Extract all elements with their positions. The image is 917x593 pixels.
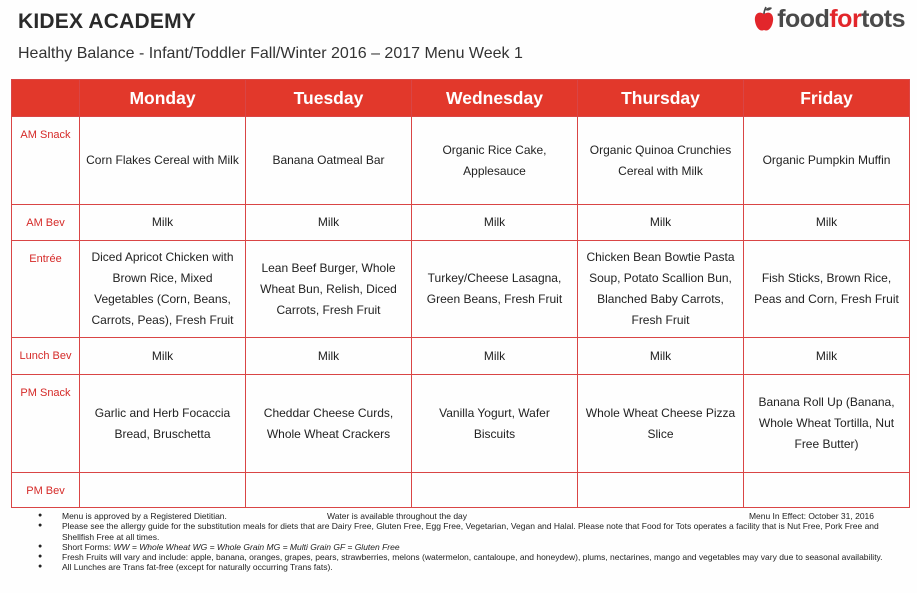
- row-label: AM Bev: [12, 205, 80, 241]
- menu-cell: Milk: [246, 205, 412, 241]
- menu-cell: Milk: [744, 205, 910, 241]
- note-item: [38, 521, 900, 542]
- menu-cell: Diced Apricot Chicken with Brown Rice, Mixed Vegetables (Corn, Beans, Carrots, Peas), Fresh Fruit: [80, 241, 246, 338]
- corner-cell: [12, 80, 80, 117]
- bullet-icon: ●: [38, 563, 43, 571]
- menu-cell: Lean Beef Burger, Whole Wheat Bun, Relish, Diced Carrots, Fresh Fruit: [246, 241, 412, 338]
- day-header-row: [12, 80, 910, 117]
- menu-cell: Corn Flakes Cereal with Milk: [80, 117, 246, 205]
- day-tuesday: Tuesday: [246, 80, 412, 117]
- menu-cell: [80, 473, 246, 508]
- menu-cell: Milk: [80, 205, 246, 241]
- bullet-icon: ●: [38, 512, 43, 519]
- menu-cell: Cheddar Cheese Curds, Whole Wheat Crackers: [246, 375, 412, 473]
- menu-cell: [744, 473, 910, 508]
- menu-cell: Milk: [412, 205, 578, 241]
- menu-cell: Organic Pumpkin Muffin: [744, 117, 910, 205]
- menu-cell: Milk: [578, 205, 744, 241]
- menu-cell: [578, 473, 744, 508]
- menu-subtitle: Healthy Balance - Infant/Toddler Fall/Winter 2016 – 2017 Menu Week 1: [18, 45, 523, 62]
- note-effective-date: Menu In Effect: October 31, 2016: [748, 511, 874, 521]
- note-item: [38, 562, 900, 572]
- menu-cell: Banana Roll Up (Banana, Whole Wheat Tortilla, Nut Free Butter): [744, 375, 910, 473]
- note-dietitian: Menu is approved by a Registered Dietitian.: [62, 511, 227, 521]
- menu-table: [11, 79, 910, 508]
- bullet-icon: ●: [38, 553, 43, 561]
- row-entree: [12, 241, 910, 338]
- apple-icon: [753, 5, 775, 33]
- menu-cell: Organic Quinoa Crunchies Cereal with Milk: [578, 117, 744, 205]
- menu-cell: Milk: [80, 338, 246, 375]
- row-label: PM Snack: [12, 375, 80, 473]
- brand-logo: [753, 4, 905, 34]
- menu-cell: Milk: [578, 338, 744, 375]
- row-pm-snack: [12, 375, 910, 473]
- menu-cell: Banana Oatmeal Bar: [246, 117, 412, 205]
- menu-cell: Milk: [246, 338, 412, 375]
- note-allergy: Please see the allergy guide for the substitution meals for diets that are Dairy Free, Gluten Free, Egg Free, Vegetarian, Vegan and Halal. Please note that Food for Tots operates a facility that is Nut Free, Pork Free and Shellfish Free at all times.: [62, 521, 879, 542]
- menu-cell: Vanilla Yogurt, Wafer Biscuits: [412, 375, 578, 473]
- row-label: Entrée: [12, 241, 80, 338]
- menu-cell: Fish Sticks, Brown Rice, Peas and Corn, Fresh Fruit: [744, 241, 910, 338]
- row-am-bev: [12, 205, 910, 241]
- note-short-forms: WW = Whole Wheat WG = Whole Grain MG = Multi Grain GF = Gluten Free: [113, 541, 400, 552]
- day-friday: Friday: [744, 80, 910, 117]
- row-label: Lunch Bev: [12, 338, 80, 375]
- day-monday: Monday: [80, 80, 246, 117]
- day-thursday: Thursday: [578, 80, 744, 117]
- brand-tots: tots: [861, 4, 905, 33]
- menu-cell: Milk: [744, 338, 910, 375]
- day-wednesday: Wednesday: [412, 80, 578, 117]
- note-short-forms-label: Short Forms:: [62, 541, 114, 552]
- note-water: Water is available throughout the day: [327, 511, 468, 521]
- menu-cell: [412, 473, 578, 508]
- row-am-snack: [12, 117, 910, 205]
- menu-cell: Turkey/Cheese Lasagna, Green Beans, Fresh Fruit: [412, 241, 578, 338]
- note-trans-fat: All Lunches are Trans fat-free (except for naturally occurring Trans fats).: [62, 562, 333, 573]
- brand-wordmark: [777, 5, 905, 34]
- row-label: AM Snack: [12, 117, 80, 205]
- menu-cell: [246, 473, 412, 508]
- note-fruits: Fresh Fruits will vary and include: apple, banana, oranges, grapes, pears, strawberries, melons (watermelon, cantaloupe, and honeydew), plums, nectarines, mango and vegetables may vary due to seasonal availability.: [62, 552, 883, 563]
- row-label: PM Bev: [12, 473, 80, 508]
- bullet-icon: ●: [38, 522, 43, 530]
- menu-cell: Chicken Bean Bowtie Pasta Soup, Potato Scallion Bun, Blanched Baby Carrots, Fresh Fruit: [578, 241, 744, 338]
- menu-cell: Milk: [412, 338, 578, 375]
- bullet-icon: ●: [38, 542, 43, 550]
- note-item: [38, 542, 900, 552]
- row-lunch-bev: [12, 338, 910, 375]
- note-item: [38, 552, 900, 562]
- brand-for: for: [829, 4, 862, 33]
- menu-cell: Organic Rice Cake, Applesauce: [412, 117, 578, 205]
- menu-cell: Garlic and Herb Focaccia Bread, Bruschetta: [80, 375, 246, 473]
- school-name: KIDEX ACADEMY: [18, 10, 197, 33]
- row-pm-bev: [12, 473, 910, 508]
- brand-food: food: [777, 4, 830, 33]
- note-item: [38, 511, 900, 521]
- menu-cell: Whole Wheat Cheese Pizza Slice: [578, 375, 744, 473]
- footnotes: [38, 511, 900, 573]
